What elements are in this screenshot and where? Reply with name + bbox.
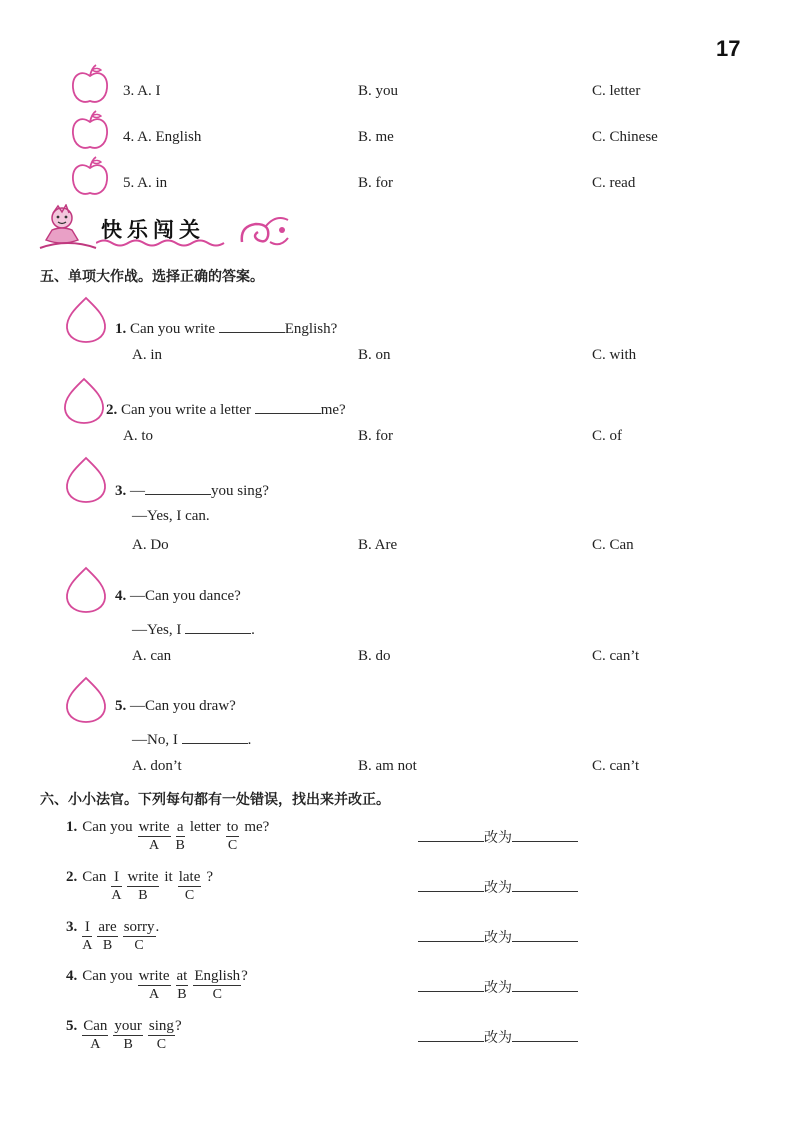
s5-q5-option-a: A. don’t xyxy=(132,758,182,774)
prev-q5-option-c: C. read xyxy=(592,175,636,191)
answer-blank[interactable] xyxy=(182,728,248,744)
peach-bracket-icon[interactable] xyxy=(64,296,108,344)
s5-q3-option-a: A. Do xyxy=(132,537,169,553)
question-number: 3. xyxy=(115,483,127,499)
underlined-option-b[interactable]: write B xyxy=(127,869,159,903)
sentence-number: 4. xyxy=(66,968,78,984)
stem-text: you sing? xyxy=(211,483,269,499)
sentence-text: Can you xyxy=(82,819,133,835)
underlined-option-a[interactable]: write A xyxy=(138,819,170,853)
correction-blank[interactable] xyxy=(512,1027,578,1042)
sentence-text: ? xyxy=(174,1018,182,1034)
cartoon-kid-icon xyxy=(38,204,98,252)
change-label: 改为 xyxy=(484,1030,512,1046)
stem-text: . xyxy=(251,622,255,638)
wrong-word-blank[interactable] xyxy=(418,877,484,892)
s6-sentence-5 xyxy=(66,1018,182,1054)
peach-bracket-icon[interactable] xyxy=(64,456,108,504)
question-number: 2. xyxy=(106,402,118,418)
underlined-option-b[interactable]: a B xyxy=(175,819,185,853)
stem-text: me? xyxy=(320,402,346,418)
wrong-word-blank[interactable] xyxy=(418,927,484,942)
peach-bracket-icon[interactable] xyxy=(64,566,108,614)
s5-q5-stem xyxy=(115,698,236,715)
underlined-option-a[interactable]: I A xyxy=(111,869,122,903)
prev-q5-option-b: B. for xyxy=(358,175,393,191)
sentence-number: 5. xyxy=(66,1018,78,1034)
sentence-number: 3. xyxy=(66,919,78,935)
s5-q3-answer-line: —Yes, I can. xyxy=(132,508,210,524)
sentence-number: 1. xyxy=(66,819,78,835)
underlined-option-c[interactable]: English C xyxy=(194,968,241,1002)
answer-blank[interactable] xyxy=(185,618,251,634)
s5-q3-stem xyxy=(115,479,269,500)
peach-bracket-icon[interactable] xyxy=(64,676,108,724)
s5-q2-option-a: A. to xyxy=(123,428,153,444)
s5-q1-option-b: B. on xyxy=(358,347,391,363)
apple-bracket-icon[interactable] xyxy=(70,110,110,152)
question-number: 5. xyxy=(115,698,127,714)
sentence-text: ? xyxy=(206,869,214,885)
wrong-word-blank[interactable] xyxy=(418,977,484,992)
stem-text: . xyxy=(247,732,252,748)
s6-sentence-3 xyxy=(66,919,159,955)
s5-q2-option-c: C. of xyxy=(592,428,622,444)
underlined-option-c[interactable]: sorry C xyxy=(123,919,155,953)
stem-text: Can you write xyxy=(130,321,215,337)
answer-blank[interactable] xyxy=(255,398,321,414)
underlined-option-b[interactable]: are B xyxy=(98,919,117,953)
stem-text: — xyxy=(130,483,145,499)
apple-bracket-icon[interactable] xyxy=(70,64,110,106)
correction-blank[interactable] xyxy=(512,977,578,992)
s5-q1-option-c: C. with xyxy=(592,347,637,363)
underlined-option-b[interactable]: your B xyxy=(114,1018,142,1052)
stem-text: English? xyxy=(284,321,338,337)
underlined-option-c[interactable]: late C xyxy=(178,869,201,903)
change-label: 改为 xyxy=(484,880,512,896)
s5-q4-option-c: C. can’t xyxy=(592,648,640,664)
underlined-option-b[interactable]: at B xyxy=(176,968,188,1002)
s6-correction-5 xyxy=(418,1027,578,1047)
s5-q2-stem xyxy=(106,398,346,419)
s5-q4-option-b: B. do xyxy=(358,648,391,664)
s5-q5-option-c: C. can’t xyxy=(592,758,640,774)
s6-correction-3 xyxy=(418,927,578,947)
sentence-number: 2. xyxy=(66,869,78,885)
peach-bracket-icon[interactable] xyxy=(62,377,106,425)
s6-sentence-2 xyxy=(66,869,213,905)
stem-text: —Can you dance? xyxy=(130,588,241,604)
sentence-text: ? xyxy=(241,968,248,984)
s5-q2-option-b: B. for xyxy=(358,428,393,444)
s5-q5-answer-line xyxy=(132,728,251,749)
swirl-decoration-icon xyxy=(236,212,290,252)
page-number: 17 xyxy=(716,36,741,61)
prev-q4-option-b: B. me xyxy=(358,129,394,145)
stem-text: —Can you draw? xyxy=(130,698,236,714)
sentence-text: . xyxy=(155,919,160,935)
section6-title: 六、小小法官。下列每句都有一处错误，找出来并改正。 xyxy=(40,792,390,808)
s5-q1-stem xyxy=(115,317,337,338)
wrong-word-blank[interactable] xyxy=(418,1027,484,1042)
wrong-word-blank[interactable] xyxy=(418,827,484,842)
sentence-text: Can you xyxy=(82,968,133,984)
s5-q4-option-a: A. can xyxy=(132,648,172,664)
stem-text: —Yes, I xyxy=(132,622,182,638)
sentence-text: letter xyxy=(189,819,221,835)
s6-correction-4 xyxy=(418,977,578,997)
correction-blank[interactable] xyxy=(512,877,578,892)
section5-title: 五、单项大作战。选择正确的答案。 xyxy=(40,269,264,285)
banner-title: 快乐闯关 xyxy=(101,218,205,242)
apple-bracket-icon[interactable] xyxy=(70,156,110,198)
underlined-option-a[interactable]: I A xyxy=(82,919,93,953)
question-number: 1. xyxy=(115,321,127,337)
correction-blank[interactable] xyxy=(512,827,578,842)
prev-q3-option-c: C. letter xyxy=(592,83,641,99)
s5-q1-option-a: A. in xyxy=(132,347,162,363)
prev-q5-option-a: 5. A. in xyxy=(123,175,168,191)
s5-q3-option-b: B. Are xyxy=(358,537,398,553)
answer-blank[interactable] xyxy=(219,317,285,333)
prev-q3-option-b: B. you xyxy=(358,83,399,99)
question-number: 4. xyxy=(115,588,127,604)
s5-q3-option-c: C. Can xyxy=(592,537,634,553)
stem-text: Can you write a letter xyxy=(121,402,251,418)
prev-q4-option-a: 4. A. English xyxy=(123,129,202,145)
stem-text: —No, I xyxy=(132,732,178,748)
underlined-option-a[interactable]: Can A xyxy=(83,1018,108,1052)
underlined-option-a[interactable]: write A xyxy=(138,968,170,1002)
prev-q4-option-c: C. Chinese xyxy=(592,129,658,145)
s5-q4-stem xyxy=(115,588,241,605)
s6-sentence-1 xyxy=(66,819,269,855)
s6-correction-2 xyxy=(418,877,578,897)
change-label: 改为 xyxy=(484,980,512,996)
s5-q5-option-b: B. am not xyxy=(358,758,417,774)
answer-blank[interactable] xyxy=(145,479,211,495)
change-label: 改为 xyxy=(484,930,512,946)
sentence-text: it xyxy=(164,869,173,885)
underlined-option-c[interactable]: sing C xyxy=(148,1018,174,1052)
s5-q4-answer-line xyxy=(132,618,255,639)
s6-sentence-4 xyxy=(66,968,248,1004)
sentence-text: Can xyxy=(82,869,107,885)
correction-blank[interactable] xyxy=(512,927,578,942)
prev-q3-option-a: 3. A. I xyxy=(123,83,161,99)
underlined-option-c[interactable]: to C xyxy=(226,819,239,853)
change-label: 改为 xyxy=(484,830,512,846)
sentence-text: me? xyxy=(244,819,270,835)
s6-correction-1 xyxy=(418,827,578,847)
